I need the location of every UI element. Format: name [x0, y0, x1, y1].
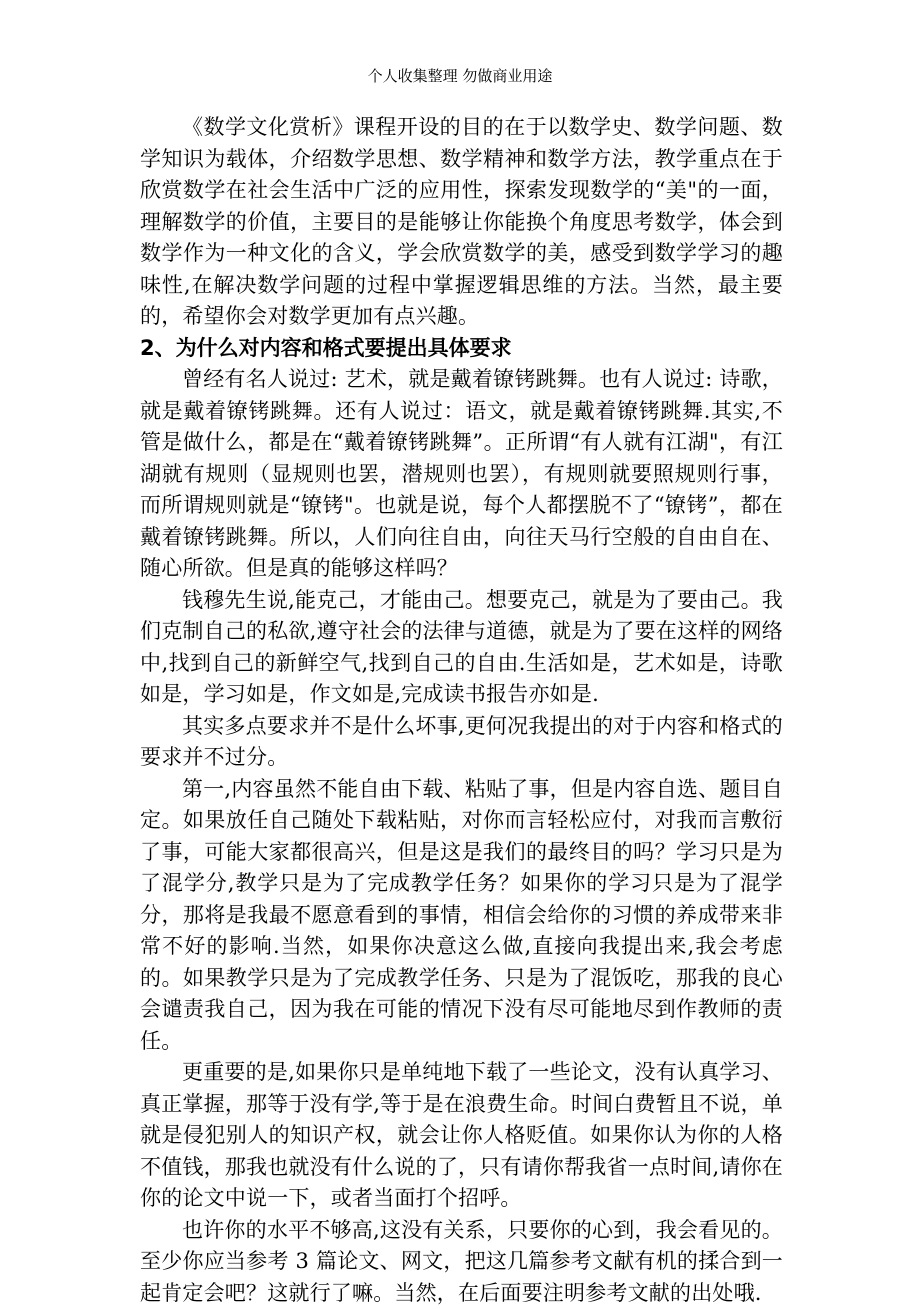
- document-body: [140, 112, 783, 1309]
- section-heading: 2、为什么对内容和格式要提出具体要求: [140, 333, 783, 365]
- body-paragraph: 第一,内容虽然不能自由下载、粘贴了事，但是内容自选、题目自定。如果放任自己随处下载粘贴，对你而言轻松应付，对我而言敷衍了事，可能大家都很高兴，但是这是我们的最终目的吗？学习只是为了混学分,教学只是为了完成教学任务？如果你的学习只是为了混学分，那将是我最不愿意看到的事情，相信会给你的习惯的养成带来非常不好的影响.当然，如果你决意这么做,直接向我提出来,我会考虑的。如果教学只是为了完成教学任务、只是为了混饭吃，那我的良心会谴责我自己，因为我在可能的情况下没有尽可能地尽到作教师的责任。: [140, 774, 783, 1058]
- page-header: 个人收集整理 勿做商业用途: [0, 66, 920, 86]
- intro-paragraph: 《数学文化赏析》课程开设的目的在于以数学史、数学问题、数学知识为载体，介绍数学思想、数学精神和数学方法，教学重点在于欣赏数学在社会生活中广泛的应用性，探索发现数学的“美"的一面，理解数学的价值，主要目的是能够让你能换个角度思考数学，体会到数学作为一种文化的含义，学会欣赏数学的美，感受到数学学习的趣味性,在解决数学问题的过程中掌握逻辑思维的方法。当然，最主要的，希望你会对数学更加有点兴趣。: [140, 112, 783, 333]
- body-paragraph: 也许你的水平不够高,这没有关系，只要你的心到，我会看见的。至少你应当参考 3 篇论文、网文，把这几篇参考文献有机的揉合到一起肯定会吧？这就行了嘛。当然，在后面要注明参考文献的出处哦.: [140, 1215, 783, 1309]
- body-paragraph: 曾经有名人说过: 艺术，就是戴着镣铐跳舞。也有人说过: 诗歌，就是戴着镣铐跳舞。还有人说过：语文，就是戴着镣铐跳舞.其实,不管是做什么，都是在“戴着镣铐跳舞”。正所谓“有人就有江湖"，有江湖就有规则（显规则也罢，潜规则也罢），有规则就要照规则行事，而所谓规则就是“镣铐"。也就是说，每个人都摆脱不了“镣铐”，都在戴着镣铐跳舞。所以，人们向往自由，向往天马行空般的自由自在、随心所欲。但是真的能够这样吗？: [140, 364, 783, 585]
- body-paragraph: 更重要的是,如果你只是单纯地下载了一些论文，没有认真学习、真正掌握，那等于没有学,等于是在浪费生命。时间白费暂且不说，单就是侵犯别人的知识产权，就会让你人格贬值。如果你认为你的人格不值钱，那我也就没有什么说的了，只有请你帮我省一点时间,请你在你的论文中说一下，或者当面打个招呼。: [140, 1057, 783, 1215]
- body-paragraph: 其实多点要求并不是什么坏事,更何况我提出的对于内容和格式的要求并不过分。: [140, 711, 783, 774]
- body-paragraph: 钱穆先生说,能克己，才能由己。想要克己，就是为了要由己。我们克制自己的私欲,遵守社会的法律与道德，就是为了要在这样的网络中,找到自己的新鲜空气,找到自己的自由.生活如是，艺术如是，诗歌如是，学习如是，作文如是,完成读书报告亦如是.: [140, 585, 783, 711]
